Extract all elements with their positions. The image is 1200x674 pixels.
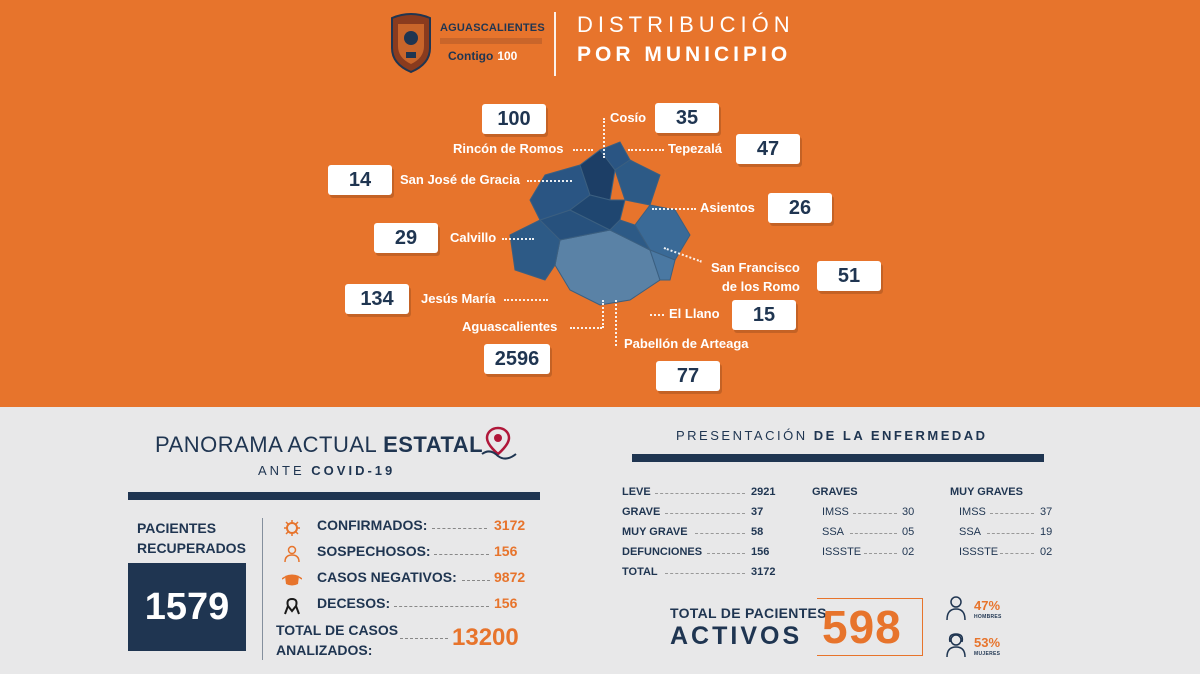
coat-of-arms-icon <box>388 12 434 74</box>
total-analyzed-value: 13200 <box>452 624 519 651</box>
leader-line-asientos <box>652 208 696 210</box>
stat-label-confirmados: CONFIRMADOS: <box>317 517 428 533</box>
stat-row-decesos <box>282 595 542 617</box>
panorama-title <box>155 432 483 458</box>
panorama-subtitle <box>258 463 395 478</box>
page-title-line1: DISTRIBUCIÓN <box>577 12 795 37</box>
recovered-label-line2: RECUPERADOS <box>137 540 246 556</box>
leader-line-el-llano <box>650 314 664 316</box>
muni-label-rincon-de-romos: Rincón de Romos <box>453 141 564 156</box>
muni-label-san-francisco <box>711 258 800 296</box>
muy-graves-value: 37 <box>1040 506 1053 518</box>
graves-leader <box>850 533 897 534</box>
stat-leader <box>462 580 490 581</box>
muy-graves-label: SSA <box>959 526 982 538</box>
muni-label-tepezala: Tepezalá <box>668 141 722 156</box>
graves-label: IMSS <box>822 506 849 518</box>
government-logo <box>388 12 548 76</box>
logo-stripe <box>440 38 542 44</box>
muy-graves-leader <box>990 513 1034 514</box>
muni-value-rincon-de-romos: 100 <box>482 104 546 134</box>
stat-label-negativos: CASOS NEGATIVOS: <box>317 569 457 585</box>
active-patients-label-line1: TOTAL DE PACIENTES <box>670 605 827 621</box>
muy-graves-value: 19 <box>1040 526 1053 538</box>
woman-icon <box>945 632 967 658</box>
leader-line-aguascalientes <box>570 327 602 329</box>
muni-label-el-llano: El Llano <box>669 306 720 321</box>
graves-header: GRAVES <box>812 486 858 498</box>
severity-label: LEVE <box>622 486 651 498</box>
total-leader <box>400 638 448 639</box>
logo-slogan-number: 100 <box>497 49 518 63</box>
severity-value: 156 <box>751 546 770 558</box>
graves-leader <box>853 513 897 514</box>
state-map <box>500 140 710 310</box>
presentation-title-light: PRESENTACIÓN <box>676 428 814 443</box>
severity-label: TOTAL <box>622 566 658 578</box>
panorama-title-bold: ESTATAL <box>383 432 484 457</box>
recovered-value: 1579 <box>128 563 246 651</box>
muni-value-cosio: 35 <box>655 103 719 133</box>
leader-line-aguascalientes-v <box>602 300 604 328</box>
muni-label-calvillo: Calvillo <box>450 230 497 245</box>
muni-value-tepezala: 47 <box>736 134 800 164</box>
graves-value: 05 <box>902 526 915 538</box>
muy-graves-label: ISSSTE <box>959 546 999 558</box>
recovered-label-line1: PACIENTES <box>137 520 217 536</box>
muni-value-el-llano: 15 <box>732 300 796 330</box>
hand-map-pin-icon <box>478 424 518 464</box>
total-analyzed-label-line1: TOTAL DE CASOS <box>276 622 399 638</box>
leader-line-pabellon <box>615 300 617 346</box>
stat-row-negativos <box>282 569 542 591</box>
muni-label-asientos: Asientos <box>700 200 755 215</box>
panorama-divider-bar <box>128 492 540 500</box>
mask-icon <box>282 571 302 589</box>
stat-value-sospechosos: 156 <box>494 543 518 559</box>
logo-name: AGUASCALIENTES <box>440 22 545 34</box>
graves-value: 30 <box>902 506 915 518</box>
muni-value-calvillo: 29 <box>374 223 438 253</box>
severity-value: 3172 <box>751 566 776 578</box>
graves-label: SSA <box>822 526 845 538</box>
muni-value-aguascalientes: 2596 <box>484 344 550 374</box>
muni-value-asientos: 26 <box>768 193 832 223</box>
severity-label: GRAVE <box>622 506 661 518</box>
stat-row-sospechosos <box>282 543 542 565</box>
stat-value-negativos: 9872 <box>494 569 526 585</box>
active-patients-value: 598 <box>822 601 902 653</box>
severity-value: 2921 <box>751 486 776 498</box>
muni-label-san-jose: San José de Gracia <box>400 172 520 187</box>
muni-label-aguascalientes: Aguascalientes <box>462 319 558 334</box>
stat-label-decesos: DECESOS: <box>317 595 391 611</box>
logo-slogan-text: Contigo <box>448 49 494 63</box>
page-title-line2: POR MUNICIPIO <box>577 43 792 66</box>
active-patients-label-line2: ACTIVOS <box>670 622 803 650</box>
severity-leader <box>665 573 745 574</box>
stat-leader <box>394 606 489 607</box>
header-divider <box>554 12 556 76</box>
virus-icon <box>282 519 302 537</box>
leader-line-tepezala <box>628 149 664 151</box>
muy-graves-leader <box>1000 553 1034 554</box>
severity-leader <box>695 533 745 534</box>
muni-value-pabellon: 77 <box>656 361 720 391</box>
muni-label-san-francisco-line1: San Francisco <box>711 260 800 275</box>
muy-graves-leader <box>987 533 1034 534</box>
leader-line-rincon <box>573 149 593 151</box>
total-analyzed-label <box>276 620 398 660</box>
leader-line-san-jose <box>527 180 572 182</box>
mourning-ribbon-icon <box>282 597 302 615</box>
muni-label-pabellon: Pabellón de Arteaga <box>624 336 749 351</box>
stat-value-decesos: 156 <box>494 595 518 611</box>
men-percentage: 47% <box>974 598 1001 613</box>
muy-graves-header: MUY GRAVES <box>950 486 1023 498</box>
stat-leader <box>432 528 487 529</box>
muni-value-san-jose: 14 <box>328 165 392 195</box>
severity-leader <box>707 553 745 554</box>
logo-slogan <box>448 49 517 63</box>
muni-value-san-francisco: 51 <box>817 261 881 291</box>
recovered-label <box>137 518 246 558</box>
severity-value: 37 <box>751 506 764 518</box>
severity-label: MUY GRAVE <box>622 526 688 538</box>
muni-label-san-francisco-line2: de los Romo <box>721 279 800 294</box>
stats-vertical-divider <box>262 518 263 660</box>
muni-label-jesus-maria: Jesús María <box>421 291 496 306</box>
women-label: MUJERES <box>974 651 1001 657</box>
presentation-divider-bar <box>632 454 1044 462</box>
severity-leader <box>655 493 745 494</box>
leader-line-jesus-maria <box>504 299 548 301</box>
muy-graves-label: IMSS <box>959 506 986 518</box>
presentation-title <box>676 428 988 443</box>
muni-value-jesus-maria: 134 <box>345 284 409 314</box>
stat-leader <box>434 554 489 555</box>
panorama-subtitle-light: ANTE <box>258 463 312 478</box>
total-analyzed-label-line2: ANALIZADOS: <box>276 642 373 658</box>
man-icon <box>945 595 967 621</box>
muni-label-cosio: Cosío <box>610 110 647 125</box>
panorama-subtitle-bold: COVID-19 <box>311 463 396 478</box>
graves-value: 02 <box>902 546 915 558</box>
presentation-title-bold: DE LA ENFERMEDAD <box>813 428 988 443</box>
stat-value-confirmados: 3172 <box>494 517 526 533</box>
leader-line-cosio <box>603 118 605 158</box>
men-label: HOMBRES <box>974 614 1002 620</box>
leader-line-calvillo <box>502 238 534 240</box>
muy-graves-value: 02 <box>1040 546 1053 558</box>
graves-leader <box>864 553 897 554</box>
women-percentage: 53% <box>974 635 1001 650</box>
stat-row-confirmados <box>282 517 542 539</box>
severity-label: DEFUNCIONES <box>622 546 703 558</box>
severity-value: 58 <box>751 526 764 538</box>
severity-leader <box>665 513 745 514</box>
panorama-title-light: PANORAMA ACTUAL <box>155 432 384 457</box>
map-region-tepezala <box>615 160 660 205</box>
stat-label-sospechosos: SOSPECHOSOS: <box>317 543 431 559</box>
graves-label: ISSSTE <box>822 546 862 558</box>
person-question-icon <box>282 545 302 563</box>
